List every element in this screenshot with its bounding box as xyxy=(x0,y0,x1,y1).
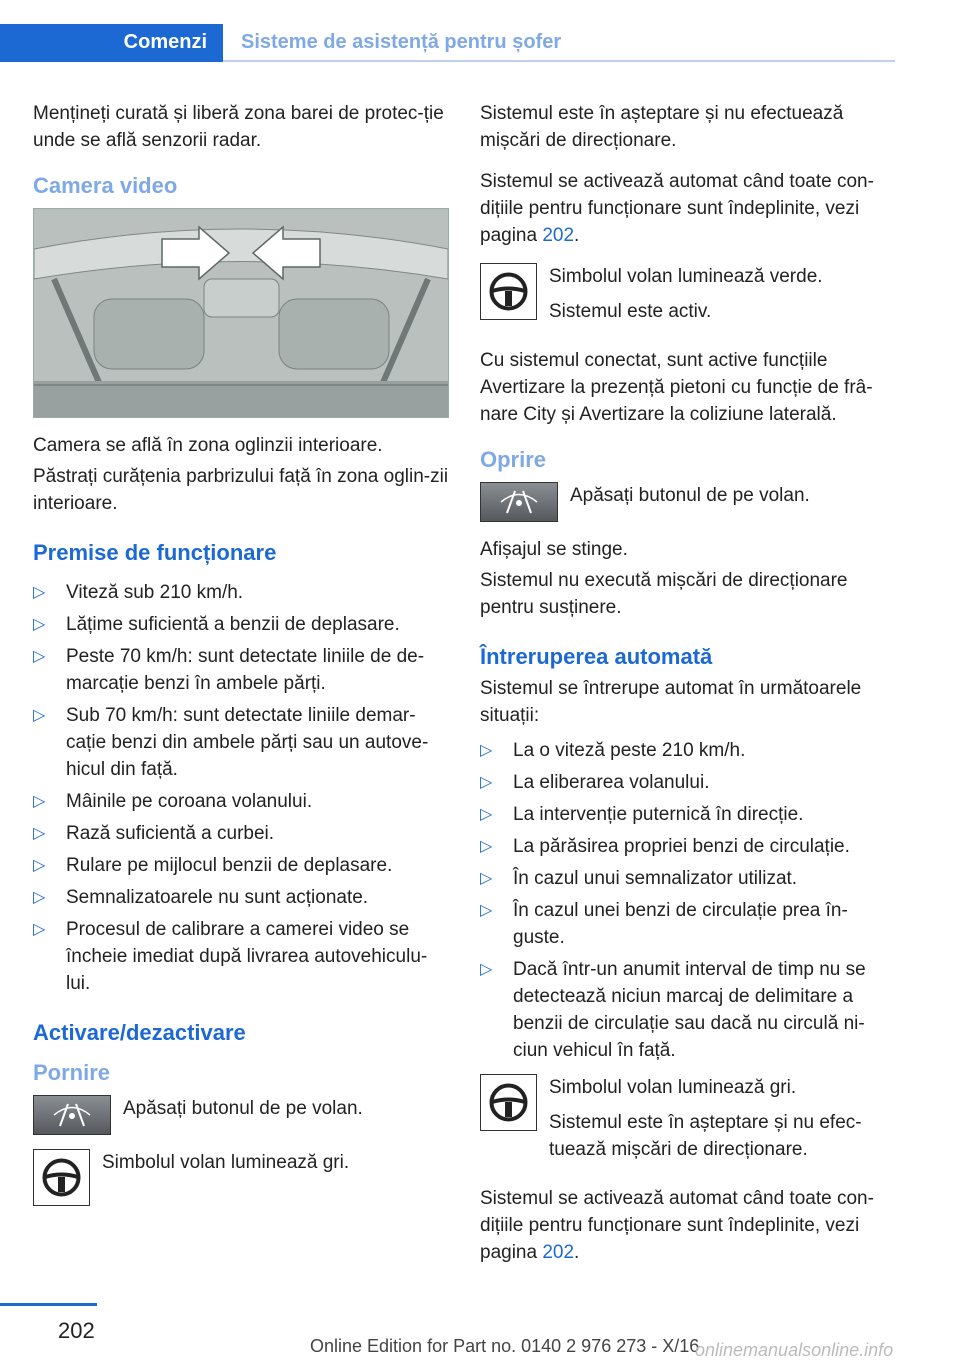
bullet-icon: ▷ xyxy=(480,838,493,855)
lane-assist-button-icon xyxy=(33,1095,111,1135)
list-item: ▷ La o viteză peste 210 km/h. xyxy=(480,737,896,764)
edition-text: Online Edition for Part no. 0140 2 976 273 - X/16 xyxy=(310,1336,700,1356)
intrerupere-list xyxy=(480,737,896,1064)
list-item: ▷ Dacă într-un anumit interval de timp nu se detectează niciun marcaj de delimitare a benzii de circulație sau dacă nu circulă ni‐ciun vehicul în față. xyxy=(480,956,896,1064)
lane-assist-button-icon xyxy=(480,482,558,522)
camera-location-text: Camera se află în zona oglinzii interioare. xyxy=(33,435,383,456)
pornire-heading: Pornire xyxy=(33,1060,111,1085)
auto-activate-text-2: Sistemul se activează automat când toate con‐dițiile pentru funcționare sunt îndeplinite, vezi pagina 202. xyxy=(480,1188,874,1263)
list-item: ▷ Rulare pe mijlocul benzii de deplasare. xyxy=(33,852,451,879)
premise-heading: Premise de funcționare xyxy=(33,540,277,565)
grey-symbol-row xyxy=(480,1074,896,1171)
bullet-icon: ▷ xyxy=(33,921,46,938)
camera-interior-photo xyxy=(33,208,449,418)
premise-list xyxy=(33,579,451,997)
list-item: ▷ Viteză sub 210 km/h. xyxy=(33,579,451,606)
bullet-icon: ▷ xyxy=(480,774,493,791)
oprire-heading: Oprire xyxy=(480,447,547,472)
bullet-icon: ▷ xyxy=(480,742,493,759)
oprire-button-row xyxy=(480,482,896,522)
bullet-icon: ▷ xyxy=(33,616,46,633)
system-active-text: Sistemul este activ. xyxy=(549,301,712,322)
list-item: ▷ Sub 70 km/h: sunt detectate liniile demar‐cație benzi din ambele părți sau un autove‐hicul din față. xyxy=(33,702,451,783)
bullet-icon: ▷ xyxy=(33,707,46,724)
pornire-symbol-text: Simbolul volan luminează gri. xyxy=(102,1152,350,1173)
bullet-icon: ▷ xyxy=(480,806,493,823)
bullet-icon: ▷ xyxy=(480,902,493,919)
section-title[interactable]: Sisteme de asistență pentru șofer xyxy=(241,31,562,53)
display-off-text: Afișajul se stinge. xyxy=(480,539,628,560)
intrerupere-intro: Sistemul se întrerupe automat în următoarele situații: xyxy=(480,678,862,726)
list-item: ▷ La intervenție puternică în direcție. xyxy=(480,801,896,828)
list-item: ▷ Semnalizatoarele nu sunt acționate. xyxy=(33,884,451,911)
steering-wheel-icon xyxy=(480,1074,537,1131)
pornire-button-text: Apăsați butonul de pe volan. xyxy=(123,1098,363,1119)
bullet-icon: ▷ xyxy=(33,825,46,842)
page-header xyxy=(0,24,960,62)
auto-activate-text: Sistemul se activează automat când toate con‐dițiile pentru funcționare sunt îndeplinite, vezi pagina 202. xyxy=(480,171,874,246)
watermark: onlinemanualsonline.info xyxy=(695,1340,894,1360)
standby-text: Sistemul este în așteptare și nu efectuează mișcări de direcționare. xyxy=(480,103,844,151)
left-column xyxy=(33,100,451,1220)
bullet-icon: ▷ xyxy=(33,857,46,874)
footer-divider xyxy=(0,1303,97,1306)
page-link[interactable]: 202 xyxy=(542,1242,575,1263)
functions-text: Cu sistemul conectat, sunt active funcțiile Avertizare la prezență pietoni cu funcție de frâ‐nare City și Avertizare la coliziune laterală. xyxy=(480,350,873,425)
steering-wheel-icon xyxy=(480,263,537,320)
no-steering-text: Sistemul nu execută mișcări de direcționare pentru susținere. xyxy=(480,570,848,618)
list-item: ▷ În cazul unui semnalizator utilizat. xyxy=(480,865,896,892)
list-item: ▷ Mâinile pe coroana volanului. xyxy=(33,788,451,815)
page-link[interactable]: 202 xyxy=(542,225,575,246)
list-item: ▷ La părăsirea propriei benzi de circulație. xyxy=(480,833,896,860)
intro-paragraph: Mențineți curată și liberă zona barei de protec‐ție unde se află senzorii radar. xyxy=(33,103,444,151)
chapter-tab-label: Comenzi xyxy=(123,31,207,53)
grey-symbol-text: Simbolul volan luminează gri. xyxy=(549,1077,797,1098)
pornire-button-row xyxy=(33,1095,451,1135)
intrerupere-heading: Întreruperea automată xyxy=(480,644,713,669)
bullet-icon: ▷ xyxy=(480,961,493,978)
list-item: ▷ Lățime suficientă a benzii de deplasare. xyxy=(33,611,451,638)
camera-clean-text: Păstrați curățenia parbrizului față în zona oglin‐zii interioare. xyxy=(33,466,449,514)
list-item: ▷ La eliberarea volanului. xyxy=(480,769,896,796)
green-symbol-row xyxy=(480,263,896,333)
bullet-icon: ▷ xyxy=(33,584,46,601)
bullet-icon: ▷ xyxy=(33,793,46,810)
list-item: ▷ În cazul unei benzi de circulație prea în‐guste. xyxy=(480,897,896,951)
header-divider xyxy=(223,60,895,62)
activare-heading: Activare/dezactivare xyxy=(33,1020,246,1045)
bullet-icon: ▷ xyxy=(480,870,493,887)
bullet-icon: ▷ xyxy=(33,889,46,906)
green-symbol-text: Simbolul volan luminează verde. xyxy=(549,266,823,287)
list-item: ▷ Rază suficientă a curbei. xyxy=(33,820,451,847)
list-item: ▷ Procesul de calibrare a camerei video se încheie imediat după livrarea autovehiculu‐lui. xyxy=(33,916,451,997)
oprire-button-text: Apăsați butonul de pe volan. xyxy=(570,485,810,506)
camera-heading: Camera video xyxy=(33,173,178,198)
page-number: 202 xyxy=(58,1318,95,1343)
list-item: ▷ Peste 70 km/h: sunt detectate liniile de de‐marcație benzi în ambele părți. xyxy=(33,643,451,697)
chapter-tab[interactable] xyxy=(0,24,223,62)
pornire-symbol-row xyxy=(33,1149,451,1206)
bullet-icon: ▷ xyxy=(33,648,46,665)
standby-detail-text: Sistemul este în așteptare și nu efec‐tuează mișcări de direcționare. xyxy=(549,1112,862,1160)
steering-wheel-icon xyxy=(33,1149,90,1206)
right-column xyxy=(480,100,896,1280)
